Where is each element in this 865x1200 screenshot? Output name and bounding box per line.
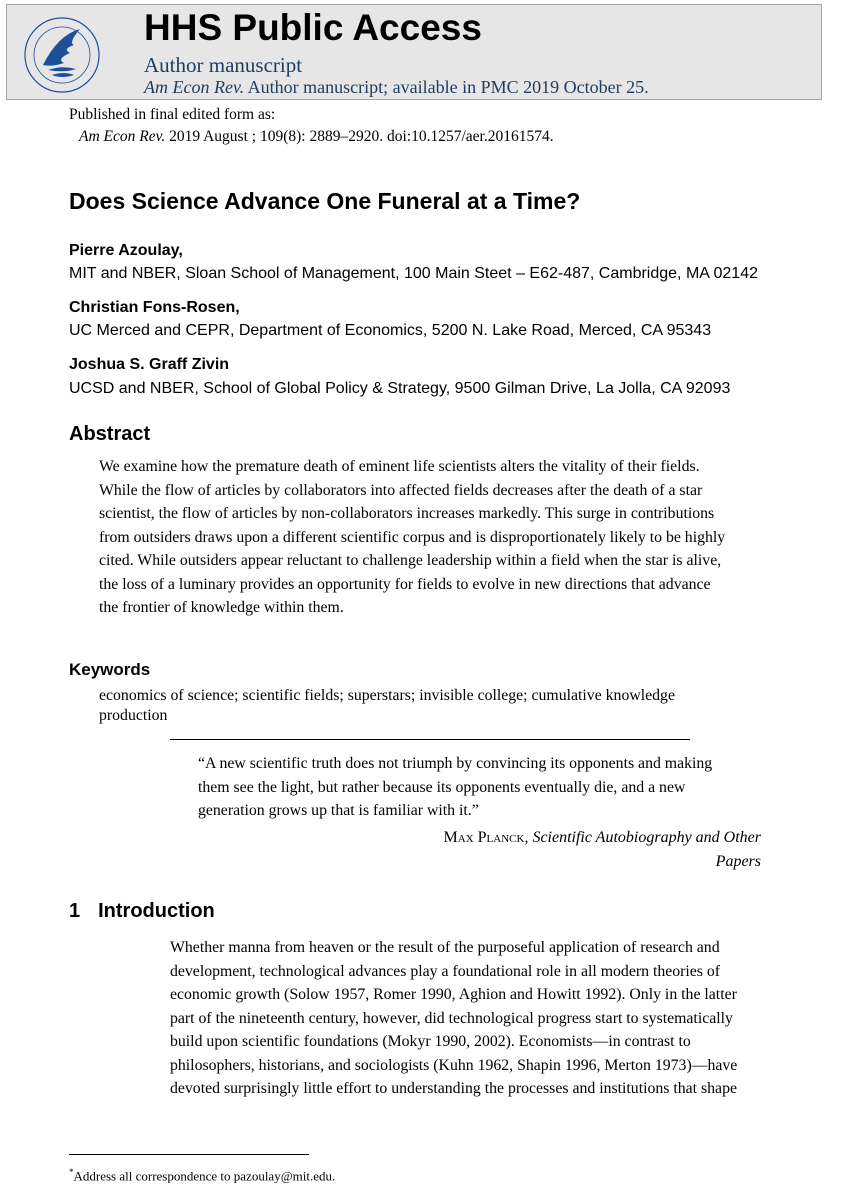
article-title: Does Science Advance One Funeral at a Time? <box>69 188 581 214</box>
epigraph-work-cont: Papers <box>715 853 761 870</box>
author-affiliation: MIT and NBER, Sloan School of Management, 100 Main Steet – E62-487, Cambridge, MA 02142 <box>69 265 758 282</box>
footnote-marker: * <box>69 1167 74 1177</box>
intro-line: economic growth (Solow 1957, Romer 1990, Aghion and Howitt 1992). Only in the latter <box>170 986 737 1003</box>
footnote-text: Address all correspondence to pazoulay@mit.edu. <box>73 1168 336 1184</box>
hhs-eagle-seal-icon <box>18 15 106 95</box>
published-label: Published in final edited form as: <box>69 106 276 123</box>
intro-line: build upon scientific foundations (Mokyr 1990, 2002). Economists—in contrast to <box>170 1033 691 1050</box>
banner-journal: Am Econ Rev. <box>144 77 245 97</box>
banner-subtitle: Author manuscript <box>144 53 303 77</box>
epigraph-line: “A new scientific truth does not triumph by convincing its opponents and making <box>198 755 713 772</box>
footnote <box>69 1167 335 1184</box>
citation-journal: Am Econ Rev. <box>79 128 166 145</box>
epigraph-quote <box>198 752 763 823</box>
epigraph-work: Scientific Autobiography and Other <box>532 829 761 846</box>
author-affiliation: UC Merced and CEPR, Department of Economics, 5200 N. Lake Road, Merced, CA 95343 <box>69 322 712 339</box>
author-name: Pierre Azoulay, <box>69 242 183 259</box>
banner-title: HHS Public Access <box>144 7 482 48</box>
author-name: Christian Fons-Rosen, <box>69 299 240 316</box>
author-affiliation: UCSD and NBER, School of Global Policy & Strategy, 9500 Gilman Drive, La Jolla, CA 92093 <box>69 380 731 397</box>
abstract-line: While the flow of articles by collaborators into affected fields decreases after the death of a star <box>99 481 703 499</box>
introduction-text <box>170 936 737 1101</box>
keywords-line: economics of science; scientific fields; superstars; invisible college; cumulative knowledge <box>99 687 675 704</box>
section-number: 1 <box>69 900 81 922</box>
intro-line: part of the nineteenth century, however, did technological progress start to systematically <box>170 1009 733 1027</box>
citation-details: 2019 August ; 109(8): 2889–2920. doi:10.1257/aer.20161574. <box>165 128 554 145</box>
author-name: Joshua S. Graff Zivin <box>69 356 230 373</box>
intro-line: devoted surprisingly little effort to understanding the processes and institutions that shape <box>170 1080 737 1097</box>
abstract-line: We examine how the premature death of eminent life scientists alters the vitality of their fields. <box>99 458 700 475</box>
hhs-banner <box>6 4 822 100</box>
abstract-line: cited. While outsiders appear reluctant to challenge leadership within a field when the star is alive, <box>99 552 722 569</box>
epigraph-rule <box>170 739 690 740</box>
epigraph-line: them see the light, but rather because its opponents eventually die, and a new <box>198 778 686 796</box>
keywords-text <box>99 686 675 726</box>
epigraph-attribution: Max Planck, Scientific Autobiography and Other <box>443 829 761 846</box>
epigraph-line: generation grows up that is familiar with it.” <box>198 802 479 819</box>
intro-line: development, technological advances play a foundational role in all modern theories of <box>170 962 721 980</box>
citation-line <box>79 128 554 146</box>
abstract-heading: Abstract <box>69 423 151 445</box>
abstract-line: scientist, the flow of articles by non-collaborators increases markedly. This surge in contributions <box>99 505 715 522</box>
abstract-line: the loss of a luminary provides an opportunity for fields to evolve in new directions that advance <box>99 575 711 593</box>
section-heading <box>69 900 215 923</box>
banner-availability <box>144 77 649 98</box>
keywords-heading: Keywords <box>69 660 151 679</box>
banner-availability-text: Author manuscript; available in PMC 2019 October 25. <box>244 77 649 97</box>
epigraph-author: Max Planck <box>443 829 525 846</box>
abstract-line: from outsiders draws upon a different scientific corpus and is disproportionately likely to be highly <box>99 528 726 546</box>
intro-line: Whether manna from heaven or the result of the purposeful application of research and <box>170 939 720 956</box>
intro-line: philosophers, historians, and sociologists (Kuhn 1962, Shapin 1996, Merton 1973)—have <box>170 1056 738 1074</box>
footnote-rule <box>69 1154 309 1155</box>
abstract-text <box>99 455 725 620</box>
keywords-line: production <box>99 707 168 724</box>
section-title: Introduction <box>98 900 215 922</box>
abstract-line: the frontier of knowledge within them. <box>99 599 344 616</box>
epigraph-attribution-cont <box>716 853 761 871</box>
